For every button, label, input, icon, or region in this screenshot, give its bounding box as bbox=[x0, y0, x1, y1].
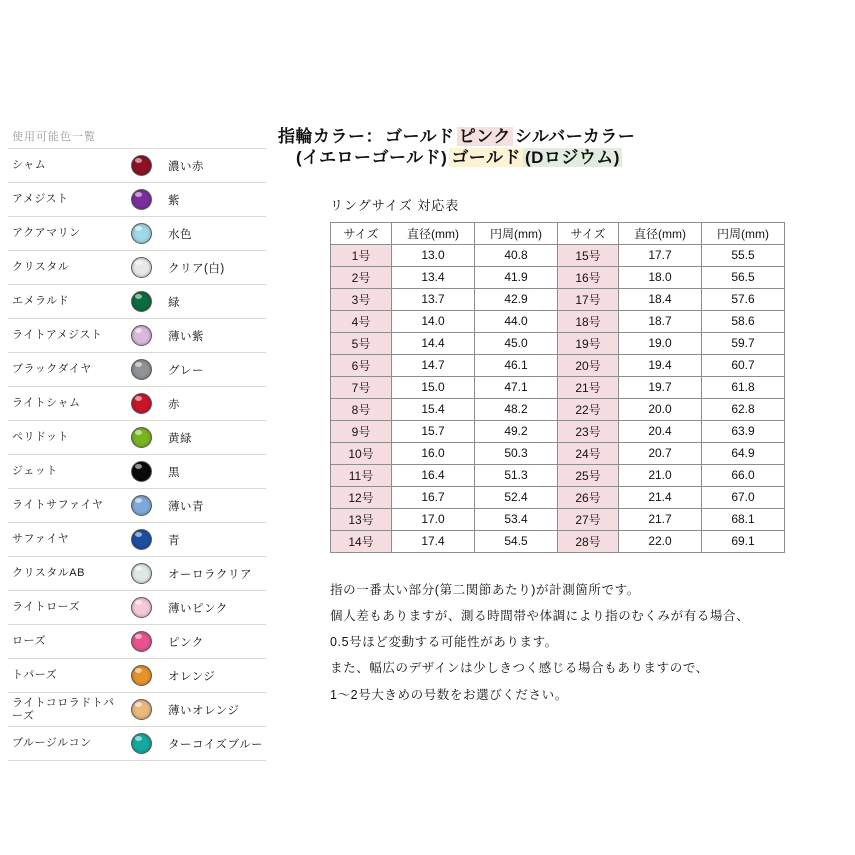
size-cell: 3号 bbox=[331, 288, 392, 310]
measure-cell: 50.3 bbox=[475, 442, 558, 464]
pink-label-line1: ピンク bbox=[458, 127, 511, 146]
color-swatch-cell bbox=[120, 427, 162, 448]
notes-block bbox=[330, 577, 838, 708]
measure-cell: 16.0 bbox=[392, 442, 475, 464]
gem-icon bbox=[131, 631, 152, 652]
color-description: 薄いオレンジ bbox=[168, 704, 240, 717]
color-stone-name: ローズ bbox=[12, 635, 46, 648]
gem-icon bbox=[131, 393, 152, 414]
gem-icon bbox=[131, 597, 152, 618]
color-swatch-cell bbox=[120, 529, 162, 550]
color-row bbox=[8, 318, 266, 352]
table-row bbox=[331, 288, 785, 310]
measure-cell: 40.8 bbox=[475, 244, 558, 266]
gem-icon bbox=[131, 733, 152, 754]
size-cell: 13号 bbox=[331, 508, 392, 530]
table-row bbox=[331, 354, 785, 376]
measure-cell: 18.7 bbox=[619, 310, 702, 332]
color-swatch-cell bbox=[120, 155, 162, 176]
color-description: ターコイズブルー bbox=[168, 738, 264, 751]
color-row bbox=[8, 352, 266, 386]
color-row bbox=[8, 726, 266, 761]
color-description: クリア(白) bbox=[168, 262, 225, 275]
measure-cell: 45.0 bbox=[475, 332, 558, 354]
color-stone-name: ペリドット bbox=[12, 431, 70, 444]
measure-cell: 41.9 bbox=[475, 266, 558, 288]
measure-cell: 15.0 bbox=[392, 376, 475, 398]
measure-cell: 18.4 bbox=[619, 288, 702, 310]
table-row bbox=[331, 310, 785, 332]
measure-cell: 68.1 bbox=[702, 508, 785, 530]
measure-cell: 20.0 bbox=[619, 398, 702, 420]
measure-cell: 56.5 bbox=[702, 266, 785, 288]
size-cell: 21号 bbox=[558, 376, 619, 398]
silver-label-line2: (Dロジウム) bbox=[524, 148, 620, 168]
size-table-caption: リングサイズ 対応表 bbox=[330, 197, 460, 213]
measure-cell: 61.8 bbox=[702, 376, 785, 398]
measure-cell: 13.4 bbox=[392, 266, 475, 288]
gold-label-line2: (イエローゴールド) bbox=[296, 148, 448, 168]
size-cell: 18号 bbox=[558, 310, 619, 332]
measure-cell: 69.1 bbox=[702, 530, 785, 552]
color-stone-name: ジェット bbox=[12, 465, 58, 478]
ring-size-table bbox=[330, 222, 785, 553]
color-stone-name: クリスタル bbox=[12, 261, 70, 274]
size-cell: 6号 bbox=[331, 354, 392, 376]
color-row bbox=[8, 182, 266, 216]
color-row bbox=[8, 386, 266, 420]
table-header-cell: 円周(mm) bbox=[475, 222, 558, 244]
color-list-panel bbox=[8, 128, 266, 761]
note-line: 0.5号ほど変動する可能性があります。 bbox=[330, 635, 558, 649]
measure-cell: 55.5 bbox=[702, 244, 785, 266]
gem-icon bbox=[131, 223, 152, 244]
measure-cell: 16.4 bbox=[392, 464, 475, 486]
table-row bbox=[331, 266, 785, 288]
measure-cell: 17.0 bbox=[392, 508, 475, 530]
color-stone-name: アクアマリン bbox=[12, 227, 81, 240]
color-swatch-cell bbox=[120, 495, 162, 516]
color-row bbox=[8, 590, 266, 624]
size-cell: 10号 bbox=[331, 442, 392, 464]
measure-cell: 64.9 bbox=[702, 442, 785, 464]
measure-cell: 44.0 bbox=[475, 310, 558, 332]
measure-cell: 63.9 bbox=[702, 420, 785, 442]
color-row bbox=[8, 624, 266, 658]
measure-cell: 18.0 bbox=[619, 266, 702, 288]
color-row bbox=[8, 522, 266, 556]
measure-cell: 20.4 bbox=[619, 420, 702, 442]
gem-icon bbox=[131, 495, 152, 516]
color-description: オーロラクリア bbox=[168, 568, 252, 581]
color-swatch-cell bbox=[120, 189, 162, 210]
color-list bbox=[8, 148, 266, 761]
measure-cell: 13.7 bbox=[392, 288, 475, 310]
color-row bbox=[8, 488, 266, 522]
color-row bbox=[8, 420, 266, 454]
color-list-title: 使用可能色一覧 bbox=[12, 131, 96, 143]
table-header-cell: 円周(mm) bbox=[702, 222, 785, 244]
color-stone-name: ライトシャム bbox=[12, 397, 81, 410]
note-line: また、幅広のデザインは少しきつく感じる場合もありますので、 bbox=[330, 661, 709, 676]
color-description: 濃い赤 bbox=[168, 160, 204, 173]
gem-icon bbox=[131, 665, 152, 686]
table-row bbox=[331, 376, 785, 398]
size-cell: 1号 bbox=[331, 244, 392, 266]
measure-cell: 54.5 bbox=[475, 530, 558, 552]
size-cell: 20号 bbox=[558, 354, 619, 376]
measure-cell: 47.1 bbox=[475, 376, 558, 398]
table-header-cell: サイズ bbox=[331, 222, 392, 244]
table-row bbox=[331, 508, 785, 530]
measure-cell: 62.8 bbox=[702, 398, 785, 420]
gem-icon bbox=[131, 461, 152, 482]
table-row bbox=[331, 420, 785, 442]
gem-icon bbox=[131, 291, 152, 312]
ring-color-heading-line2 bbox=[294, 147, 838, 168]
gem-icon bbox=[131, 427, 152, 448]
color-row bbox=[8, 692, 266, 726]
color-stone-name: ブラックダイヤ bbox=[12, 363, 92, 376]
measure-cell: 58.6 bbox=[702, 310, 785, 332]
color-swatch-cell bbox=[120, 597, 162, 618]
color-description: 薄い紫 bbox=[168, 330, 204, 343]
measure-cell: 67.0 bbox=[702, 486, 785, 508]
measure-cell: 17.4 bbox=[392, 530, 475, 552]
measure-cell: 66.0 bbox=[702, 464, 785, 486]
color-stone-name: トパーズ bbox=[12, 669, 58, 682]
size-cell: 12号 bbox=[331, 486, 392, 508]
color-description: ピンク bbox=[168, 636, 204, 649]
color-row bbox=[8, 148, 266, 182]
gem-icon bbox=[131, 257, 152, 278]
gem-icon bbox=[131, 359, 152, 380]
color-swatch-cell bbox=[120, 223, 162, 244]
color-stone-name: エメラルド bbox=[12, 295, 70, 308]
size-cell: 26号 bbox=[558, 486, 619, 508]
color-swatch-cell bbox=[120, 393, 162, 414]
size-cell: 16号 bbox=[558, 266, 619, 288]
color-row bbox=[8, 658, 266, 692]
measure-cell: 52.4 bbox=[475, 486, 558, 508]
table-header-cell: サイズ bbox=[558, 222, 619, 244]
size-cell: 14号 bbox=[331, 530, 392, 552]
note-line: 指の一番太い部分(第二関節あたり)が計測箇所です。 bbox=[330, 582, 640, 597]
gem-icon bbox=[131, 529, 152, 550]
table-row bbox=[331, 398, 785, 420]
silver-label-line1: シルバーカラー bbox=[514, 127, 636, 146]
color-swatch-cell bbox=[120, 631, 162, 652]
measure-cell: 21.0 bbox=[619, 464, 702, 486]
color-description: 赤 bbox=[168, 398, 180, 411]
ring-color-prefix: 指輪カラー： bbox=[278, 127, 383, 146]
measure-cell: 19.4 bbox=[619, 354, 702, 376]
size-cell: 24号 bbox=[558, 442, 619, 464]
measure-cell: 16.7 bbox=[392, 486, 475, 508]
measure-cell: 14.0 bbox=[392, 310, 475, 332]
measure-cell: 20.7 bbox=[619, 442, 702, 464]
color-description: 薄いピンク bbox=[168, 602, 228, 615]
color-description: 黄緑 bbox=[168, 432, 192, 445]
measure-cell: 42.9 bbox=[475, 288, 558, 310]
color-stone-name: アメジスト bbox=[12, 193, 69, 206]
color-swatch-cell bbox=[120, 461, 162, 482]
size-cell: 15号 bbox=[558, 244, 619, 266]
color-stone-name: シャム bbox=[12, 159, 47, 172]
color-description: 青 bbox=[168, 534, 180, 547]
measure-cell: 19.7 bbox=[619, 376, 702, 398]
color-row bbox=[8, 556, 266, 590]
size-cell: 2号 bbox=[331, 266, 392, 288]
size-cell: 17号 bbox=[558, 288, 619, 310]
measure-cell: 14.7 bbox=[392, 354, 475, 376]
color-swatch-cell bbox=[120, 359, 162, 380]
measure-cell: 14.4 bbox=[392, 332, 475, 354]
measure-cell: 21.4 bbox=[619, 486, 702, 508]
table-header-cell: 直径(mm) bbox=[619, 222, 702, 244]
measure-cell: 19.0 bbox=[619, 332, 702, 354]
color-stone-name: クリスタルAB bbox=[12, 567, 85, 580]
measure-cell: 49.2 bbox=[475, 420, 558, 442]
color-description: グレー bbox=[168, 364, 204, 377]
color-description: 紫 bbox=[168, 194, 180, 207]
size-cell: 22号 bbox=[558, 398, 619, 420]
measure-cell: 51.3 bbox=[475, 464, 558, 486]
size-cell: 11号 bbox=[331, 464, 392, 486]
size-cell: 27号 bbox=[558, 508, 619, 530]
table-row bbox=[331, 530, 785, 552]
color-stone-name: ライトローズ bbox=[12, 601, 81, 614]
color-swatch-cell bbox=[120, 665, 162, 686]
measure-cell: 57.6 bbox=[702, 288, 785, 310]
size-cell: 7号 bbox=[331, 376, 392, 398]
color-stone-name: ライトアメジスト bbox=[12, 329, 103, 342]
table-body bbox=[331, 244, 785, 552]
size-cell: 19号 bbox=[558, 332, 619, 354]
measure-cell: 59.7 bbox=[702, 332, 785, 354]
table-row bbox=[331, 332, 785, 354]
color-row bbox=[8, 216, 266, 250]
measure-cell: 53.4 bbox=[475, 508, 558, 530]
table-row bbox=[331, 244, 785, 266]
color-description: 水色 bbox=[168, 228, 192, 241]
size-cell: 28号 bbox=[558, 530, 619, 552]
color-swatch-cell bbox=[120, 257, 162, 278]
table-row bbox=[331, 442, 785, 464]
color-stone-name: サファイヤ bbox=[12, 533, 70, 546]
table-header-cell: 直径(mm) bbox=[392, 222, 475, 244]
color-row bbox=[8, 454, 266, 488]
pink-label-line2: ゴールド bbox=[451, 148, 521, 168]
gem-icon bbox=[131, 699, 152, 720]
measure-cell: 17.7 bbox=[619, 244, 702, 266]
measure-cell: 13.0 bbox=[392, 244, 475, 266]
gem-icon bbox=[131, 155, 152, 176]
gem-icon bbox=[131, 325, 152, 346]
color-swatch-cell bbox=[120, 325, 162, 346]
size-cell: 9号 bbox=[331, 420, 392, 442]
color-swatch-cell bbox=[120, 563, 162, 584]
measure-cell: 15.7 bbox=[392, 420, 475, 442]
measure-cell: 60.7 bbox=[702, 354, 785, 376]
color-row bbox=[8, 250, 266, 284]
color-description: オレンジ bbox=[168, 670, 216, 683]
gem-icon bbox=[131, 189, 152, 210]
color-swatch-cell bbox=[120, 291, 162, 312]
measure-cell: 22.0 bbox=[619, 530, 702, 552]
measure-cell: 15.4 bbox=[392, 398, 475, 420]
gold-label-line1: ゴールド bbox=[385, 127, 455, 146]
gem-icon bbox=[131, 563, 152, 584]
note-line: 個人差もありますが、測る時間帯や体調により指のむくみが有る場合、 bbox=[330, 608, 750, 623]
color-description: 黒 bbox=[168, 466, 180, 479]
right-panel bbox=[278, 126, 838, 708]
measure-cell: 46.1 bbox=[475, 354, 558, 376]
size-cell: 25号 bbox=[558, 464, 619, 486]
color-swatch-cell bbox=[120, 699, 162, 720]
color-stone-name: ライトサファイヤ bbox=[12, 499, 104, 512]
table-row bbox=[331, 464, 785, 486]
table-row bbox=[331, 486, 785, 508]
size-cell: 5号 bbox=[331, 332, 392, 354]
ring-color-heading bbox=[278, 126, 838, 169]
size-cell: 8号 bbox=[331, 398, 392, 420]
color-description: 緑 bbox=[168, 296, 180, 309]
color-description: 薄い青 bbox=[168, 500, 204, 513]
color-swatch-cell bbox=[120, 733, 162, 754]
table-header-row bbox=[331, 222, 785, 244]
color-stone-name: ブルージルコン bbox=[12, 737, 92, 750]
size-cell: 23号 bbox=[558, 420, 619, 442]
color-stone-name: ライトコロラドトパーズ bbox=[12, 696, 115, 722]
size-cell: 4号 bbox=[331, 310, 392, 332]
measure-cell: 21.7 bbox=[619, 508, 702, 530]
note-line: 1～2号大きめの号数をお選びください。 bbox=[330, 687, 568, 702]
measure-cell: 48.2 bbox=[475, 398, 558, 420]
color-row bbox=[8, 284, 266, 318]
